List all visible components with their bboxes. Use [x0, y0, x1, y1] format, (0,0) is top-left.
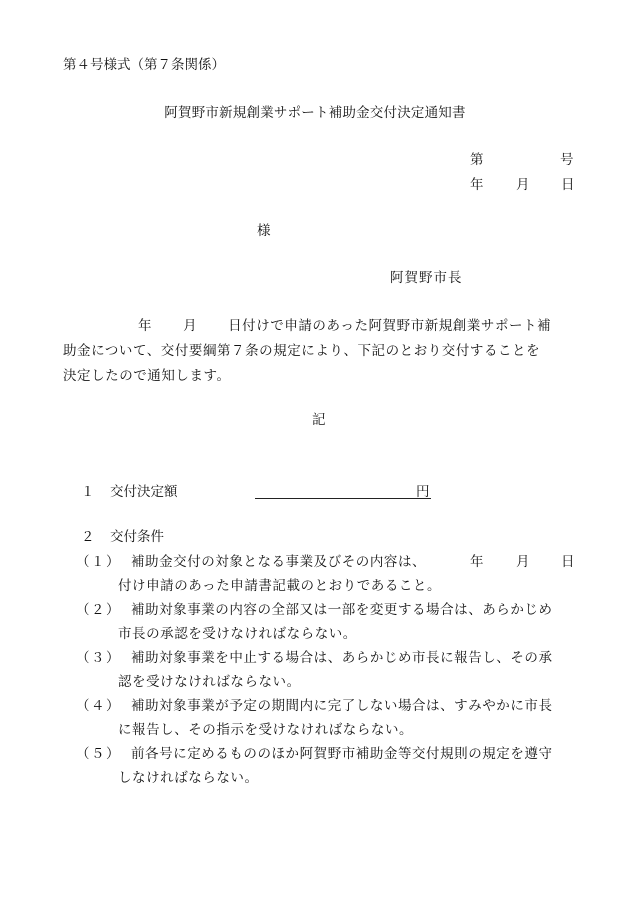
condition-2-line-1: 補助対象事業の内容の全部又は一部を変更する場合は、あらかじめ [131, 602, 553, 618]
issuer-name: 阿賀野市長 [390, 270, 463, 286]
condition-2-number: （２） [76, 602, 121, 618]
item-2-label: 交付条件 [110, 529, 164, 545]
condition-4-line-1: 補助対象事業が予定の期間内に完了しない場合は、すみやかに市長 [131, 698, 553, 714]
date-month-label: 月 [516, 177, 530, 193]
condition-3-line-1: 補助対象事業を中止する場合は、あらかじめ市長に報告し、その承 [131, 650, 553, 666]
date-day-label: 日 [561, 177, 575, 193]
item-2-number: ２ [81, 529, 95, 545]
condition-4-line-2: に報告し、その指示を受けなければならない。 [118, 722, 414, 738]
body-line-3: 決定したので通知します。 [63, 368, 231, 384]
condition-3-number: （３） [76, 650, 121, 666]
condition-1-day-label: 日 [561, 554, 575, 570]
condition-4-number: （４） [76, 698, 121, 714]
reference-number-suffix: 号 [560, 152, 574, 168]
item-1-label: 交付決定額 [110, 484, 178, 500]
condition-1-year-label: 年 [470, 554, 484, 570]
addressee-honorific: 様 [257, 223, 271, 239]
condition-5-line-2: しなければならない。 [118, 770, 259, 786]
condition-1-line-2: 付け申請のあった申請書記載のとおりであること。 [118, 578, 442, 594]
reference-number-prefix: 第 [470, 152, 484, 168]
form-number: 第４号様式（第７条関係） [63, 57, 225, 73]
condition-1-number: （１） [76, 554, 121, 570]
amount-unit: 円 [416, 484, 430, 500]
body-line-1-text: 日付けで申請のあった阿賀野市新規創業サポート補 [228, 318, 552, 334]
condition-5-number: （５） [76, 746, 121, 762]
condition-5-line-1: 前各号に定めるもののほか阿賀野市補助金等交付規則の規定を遵守 [131, 746, 553, 762]
document-title: 阿賀野市新規創業サポート補助金交付決定通知書 [164, 105, 466, 121]
item-1-number: １ [81, 484, 95, 500]
body-line-1 [63, 320, 551, 334]
body-month-label: 月 [183, 318, 198, 334]
condition-1-month-label: 月 [516, 554, 530, 570]
condition-1-line-1: 補助金交付の対象となる事業及びその内容は、 [131, 554, 427, 570]
ki-heading: 記 [312, 412, 326, 428]
body-year-label: 年 [138, 318, 153, 334]
amount-underline [255, 498, 431, 499]
condition-3-line-2: 認を受けなければならない。 [118, 674, 301, 690]
condition-2-line-2: 市長の承認を受けなければならない。 [118, 626, 357, 642]
date-year-label: 年 [470, 177, 484, 193]
body-line-2: 助金について、交付要綱第７条の規定により、下記のとおり交付することを [63, 343, 541, 359]
